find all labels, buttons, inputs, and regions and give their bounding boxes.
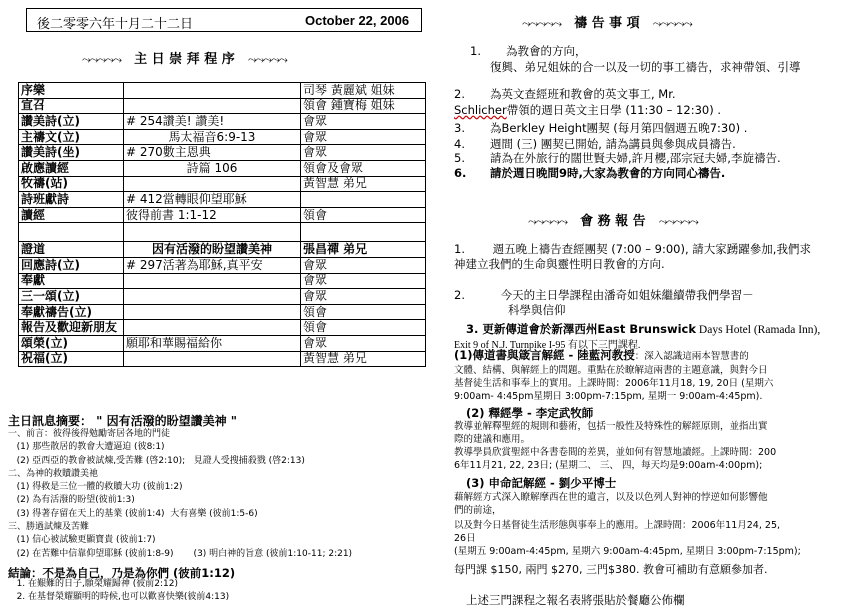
- program-person: 會眾: [301, 145, 426, 161]
- prayer-title: 禱 告 事 項: [574, 16, 640, 31]
- ornament-right: ⤳⤳⤳⤳⤳: [247, 53, 287, 66]
- news-item-1: [454, 242, 811, 256]
- program-item: 宣召: [19, 98, 124, 114]
- prayer-item-number: 1.: [470, 44, 481, 58]
- program-row: [19, 351, 426, 367]
- course-2-line-3: 教導學員欣賞聖經中各書卷間的差異，並如何有智慧地讀經。上課時間：200: [454, 447, 777, 458]
- program-content: # 412當轉眼仰望耶穌: [124, 192, 301, 208]
- prayer-item: [490, 60, 801, 74]
- news-item-3-lead: 3. 更新傳道會於新澤西州East Brunswick: [466, 322, 697, 336]
- program-item: 牧禱(站): [19, 176, 124, 192]
- program-content: 願耶和華賜福給你: [124, 335, 301, 351]
- course-1-line-3: 基督徒生活和事奉上的實用。上課時間：2006年11月18, 19, 20日 (星期六: [454, 378, 774, 389]
- news-item-3-cont: Exit 9 of N.J. Turnpike I-95 有以下三門課程.: [454, 340, 641, 351]
- news-item-2-number: 2.: [454, 288, 465, 302]
- course-1-title: (1)傳道書與箴言解經 - 陸藍河教授: [454, 348, 635, 362]
- program-content: [124, 351, 301, 367]
- ornament-left: ⤳⤳⤳⤳⤳: [82, 53, 121, 66]
- news-item-1-text: 週五晚上禱告查經團契 (7:00 – 9:00), 請大家踴躍參加,我們求: [492, 242, 811, 256]
- course-3-line-1: 藉解經方式深入瞭解摩西在世的遺言，以及以色列人對神的悖逆如何影響他: [454, 492, 768, 503]
- prayer-item-text: 為Berkley Height團契 (每月第四個週五晚7:30) .: [490, 121, 748, 135]
- date-chinese: 後二零零六年十月二十二日: [37, 17, 194, 32]
- conclusion-list: [8, 578, 229, 604]
- program-content: # 270數主恩典: [124, 145, 301, 161]
- sermon-title: 主日訊息摘要： " 因有活潑的盼望讚美神 ": [8, 414, 238, 428]
- sermon-outline-line: (3) 得著存留在天上的基業 (彼前1:4) 大有喜樂 (彼前1:5-6): [8, 508, 258, 519]
- sermon-outline-line: (1) 那些散居的教會大遭逼迫 (彼8:1): [8, 442, 165, 453]
- prayer-item-text: 復興、弟兄姐妹的合一以及一切的事工禱告，求神帶領、引導: [490, 60, 801, 74]
- prayer-item-text: 請為在外旅行的闊世賢夫婦,許月櫻,邵宗冠夫婦,李旋禱告.: [490, 151, 781, 165]
- course-1-intro: ：深入認識這兩本智慧書的: [634, 351, 749, 362]
- program-item: 主禱文(立): [19, 129, 124, 145]
- sermon-outline-line: (2) 為有活潑的盼望(彼前1:3): [8, 495, 135, 506]
- program-person: 領會: [301, 207, 426, 223]
- program-row: [19, 289, 426, 305]
- sermon-outline: [8, 428, 352, 561]
- program-row: [19, 320, 426, 336]
- prayer-item: [454, 121, 747, 135]
- program-person: 司琴 黃麗斌 姐妹: [301, 83, 426, 99]
- sermon-outline-line: (2) 在苦難中信靠仰望耶穌 (彼前1:8-9) (3) 明白神的旨意 (彼前1:10-11; 2:21): [8, 548, 353, 559]
- program-person: 領會: [301, 304, 426, 320]
- sermon-outline-line: 三、勝過試煉及苦難: [8, 522, 90, 533]
- program-item: [19, 223, 124, 242]
- program-person: [301, 223, 426, 242]
- conclusion-line: 1. 在艱難的日子,願榮耀歸神 (彼前2:12): [8, 579, 178, 589]
- course-1-header: [454, 350, 749, 362]
- program-person: 黃智慧 弟兄: [301, 351, 426, 367]
- program-row: [19, 160, 426, 176]
- program-person: 會眾: [301, 114, 426, 130]
- prayer-item: [470, 44, 587, 58]
- program-person: 會眾: [301, 273, 426, 289]
- prayer-item-number: 4.: [454, 137, 465, 151]
- course-3-title: (3) 申命記解經 - 劉少平博士: [466, 476, 617, 490]
- program-content: [124, 304, 301, 320]
- program-item: 三一頌(立): [19, 289, 124, 305]
- course-3-line-3: 以及對今日基督徒生活形態與事奉上的應用。上課時間：2006年11月24, 25,: [454, 520, 781, 531]
- sermon-outline-line: (2) 亞西亞的教會被試煉,受苦難 (啓2:10); 見證人受搜捕殺戮 (啓2:13): [8, 455, 305, 466]
- prayer-item-text: 為教會的方向，: [506, 44, 587, 58]
- prayer-heading: [522, 12, 692, 31]
- spellcheck-underline: Schlicher: [454, 103, 507, 117]
- prayer-item-text: 請於週日晚間9時,大家為教會的方向同心禱告.: [490, 166, 726, 180]
- course-2-line-2: 際的建議和應用。: [454, 434, 531, 445]
- registration-note: 上述三門課程之報名表將張貼於餐廳公佈欄: [466, 593, 685, 607]
- prayer-item-text: Schlicher帶領的週日英文主日學 (11:30 – 12:30) .: [454, 103, 722, 117]
- program-item: 奉獻: [19, 273, 124, 289]
- program-item: 讚美詩(坐): [19, 145, 124, 161]
- program-person: 領會 鍾寶梅 姐妹: [301, 98, 426, 114]
- news-item-3: [466, 321, 820, 337]
- program-row: [19, 145, 426, 161]
- date-english: October 22, 2006: [305, 13, 410, 28]
- program-row: [19, 257, 426, 273]
- program-row: [19, 273, 426, 289]
- program-content: [124, 320, 301, 336]
- program-item: 祝福(立): [19, 351, 124, 367]
- conclusion-title: 結論：不是為自己，乃是為你們 (彼前1:12): [8, 566, 236, 580]
- news-heading: [528, 210, 698, 229]
- program-person: 黃智慧 弟兄: [301, 176, 426, 192]
- prayer-item-text: 為英文查經班和教會的英文事工, Mr.: [490, 87, 676, 101]
- news-item-1-cont: 神建立我們的生命與靈性明日教會的方向.: [454, 257, 665, 271]
- course-3-line-4: 26日: [454, 533, 476, 544]
- prayer-item-number: 2.: [454, 87, 465, 101]
- program-table: [18, 82, 426, 367]
- program-row: [19, 242, 426, 258]
- course-2-title: (2) 釋經學 - 李定武牧師: [466, 406, 594, 420]
- prayer-item-number: 5.: [454, 151, 465, 165]
- prayer-item-number: 6.: [454, 166, 467, 180]
- program-row: [19, 304, 426, 320]
- prayer-item: [454, 137, 736, 151]
- program-person: 會眾: [301, 289, 426, 305]
- news-item-3-tail: Days Hotel (Ramada Inn),: [696, 324, 821, 336]
- program-content: # 254讚美! 讚美!: [124, 114, 301, 130]
- prayer-item-number: 3.: [454, 121, 465, 135]
- program-content: [124, 273, 301, 289]
- program-person: 張昌禪 弟兄: [301, 242, 426, 258]
- program-content: [124, 223, 301, 242]
- program-person: 會眾: [301, 129, 426, 145]
- course-1-line-4: 9:00am- 4:45pm星期日 3:00pm-7:15pm, 星期一 9:00am-4:45pm).: [454, 391, 763, 402]
- course-1-line-2: 文體、結構、與解經上的問題。重點在於瞭解這兩書的主題意識，與對今日: [454, 365, 768, 376]
- ornament-right: ⤳⤳⤳⤳⤳: [658, 215, 698, 228]
- program-row: [19, 192, 426, 208]
- sermon-outline-line: 二、為神的救贖讚美祂: [8, 468, 99, 479]
- prayer-item-text: 週間 (三) 團契已開始, 請為講員與參與成員禱告.: [490, 137, 736, 151]
- course-3-line-5: (星期五 9:00am-4:45pm, 星期六 9:00am-4:45pm, 星期日 3:00pm-7:15pm);: [454, 546, 801, 557]
- program-item: 序樂: [19, 83, 124, 99]
- ornament-left: ⤳⤳⤳⤳⤳: [528, 215, 567, 228]
- program-item: 讀經: [19, 207, 124, 223]
- program-item: 啟應讀經: [19, 160, 124, 176]
- program-content: [124, 83, 301, 99]
- program-person: [301, 192, 426, 208]
- program-title: 主 日 崇 拜 程 序: [134, 52, 235, 67]
- news-item-2-cont: 科學與信仰: [508, 303, 566, 317]
- sermon-outline-line: (1) 得救是三位一體的救贖大功 (彼前1:2): [8, 482, 183, 493]
- program-item: 詩班獻詩: [19, 192, 124, 208]
- ornament-left: ⤳⤳⤳⤳⤳: [522, 17, 561, 30]
- program-content: 因有活潑的盼望讚美神: [124, 242, 301, 258]
- program-row: [19, 98, 426, 114]
- program-item: 讚美詩(立): [19, 114, 124, 130]
- course-2-line-1: 教導並解釋聖經的規則和藝術，包括一般性及特殊性的解經原則，並指出實: [454, 421, 768, 432]
- prayer-item: [454, 87, 676, 101]
- program-row: [19, 114, 426, 130]
- program-row: [19, 129, 426, 145]
- prayer-item: [454, 151, 781, 165]
- course-3-line-2: 們的前途，: [454, 505, 502, 516]
- program-content: [124, 98, 301, 114]
- sermon-outline-line: (1) 信心被試驗更顯寶貴 (彼前1:7): [8, 535, 156, 546]
- conclusion-line: 2. 在基督榮耀顯明的時候,也可以歡喜快樂(彼前4:13): [8, 592, 230, 602]
- program-person: 領會: [301, 320, 426, 336]
- program-person: 領會及會眾: [301, 160, 426, 176]
- prayer-item: [454, 103, 721, 117]
- program-item: 證道: [19, 242, 124, 258]
- program-row: [19, 176, 426, 192]
- program-content: 馬太福音6:9-13: [124, 129, 301, 145]
- program-content: [124, 176, 301, 192]
- date-box: [26, 8, 422, 32]
- program-row: [19, 335, 426, 351]
- news-item-2-text: 今天的主日學課程由潘奇如姐妹繼續帶我們學習－: [500, 288, 754, 302]
- ornament-right: ⤳⤳⤳⤳⤳: [652, 17, 692, 30]
- news-title: 會 務 報 告: [580, 214, 646, 229]
- program-content: # 297活著為耶穌,真平安: [124, 257, 301, 273]
- program-item: 頌榮(立): [19, 335, 124, 351]
- program-row: [19, 83, 426, 99]
- program-item: 回應詩(立): [19, 257, 124, 273]
- program-row: [19, 207, 426, 223]
- prayer-item: [454, 166, 725, 180]
- program-person: 會眾: [301, 335, 426, 351]
- sermon-outline-line: 一、前言：彼得後得勉勵寄居各地的門徒: [8, 429, 171, 439]
- news-item-2: [454, 288, 754, 302]
- course-2-line-4: 6年11月21, 22, 23日; (星期二、 三、 四，每天均是9:00am-4:00pm);: [454, 460, 763, 471]
- program-row: [19, 223, 426, 242]
- program-heading: [82, 48, 287, 67]
- program-content: [124, 289, 301, 305]
- course-fee: 每門課 $150, 兩門 $270, 三門$380. 教會可補助有意願參加者.: [454, 563, 768, 576]
- program-item: 奉獻禱告(立): [19, 304, 124, 320]
- program-content: 彼得前書 1:1-12: [124, 207, 301, 223]
- program-content: 詩篇 106: [124, 160, 301, 176]
- news-item-1-number: 1.: [454, 242, 465, 256]
- program-item: 報告及歡迎新朋友: [19, 320, 124, 336]
- program-person: 會眾: [301, 257, 426, 273]
